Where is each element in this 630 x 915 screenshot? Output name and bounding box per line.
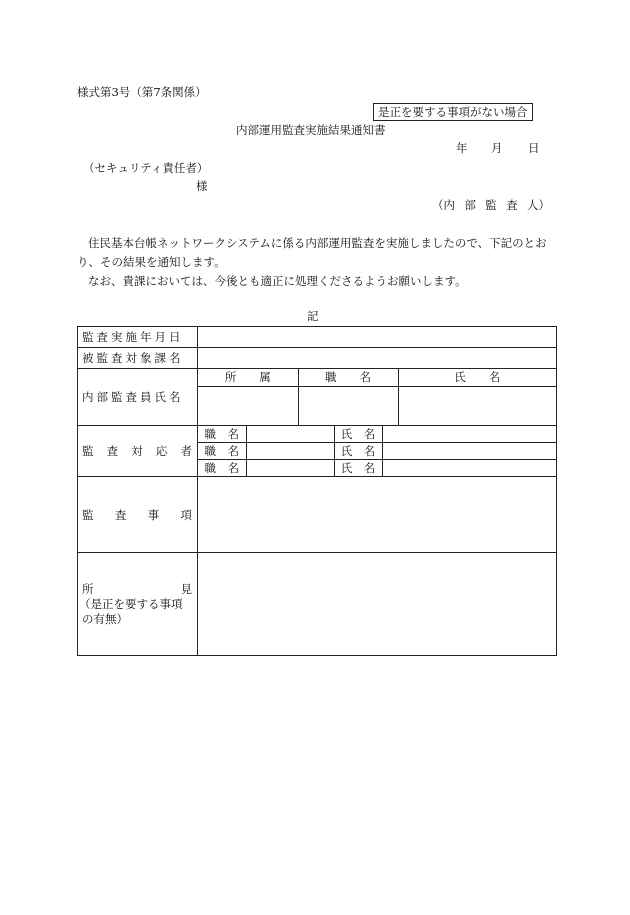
date-day: 日 xyxy=(528,141,540,155)
respondent-post-value xyxy=(246,443,334,460)
respondent-name-label: 氏 名 xyxy=(334,460,382,477)
form-number: 様式第3号（第7条関係） xyxy=(77,85,207,99)
addressee-role: （セキュリティ責任者） xyxy=(83,161,209,175)
respondent-name-value xyxy=(382,426,556,443)
target-dept-value xyxy=(198,348,557,369)
respondent-post-label: 職 名 xyxy=(198,443,246,460)
opinion-label: 所 見 （是正を要する事項 の有無） xyxy=(78,553,198,656)
respondent-post-value xyxy=(246,460,334,477)
case-label-box: 是正を要する事項がない場合 xyxy=(373,103,533,121)
date-month: 月 xyxy=(491,141,503,155)
auditor-subtable xyxy=(198,369,556,425)
date-year: 年 xyxy=(456,141,468,155)
sender xyxy=(432,197,550,213)
auditor-cell xyxy=(198,369,557,426)
sender-char: 監 xyxy=(485,198,497,212)
respondent-cell xyxy=(198,426,557,477)
audit-items-value xyxy=(198,477,557,553)
respondent-row xyxy=(198,443,556,460)
respondent-name-value xyxy=(382,443,556,460)
ki-heading: 記 xyxy=(307,309,319,323)
respondent-post-label: 職 名 xyxy=(204,427,239,441)
respondent-name-value xyxy=(382,460,556,477)
audit-date-value xyxy=(198,327,557,348)
auditor-col-name: 氏 名 xyxy=(398,369,556,386)
respondent-subtable xyxy=(198,426,556,476)
body-paragraph-1: 住民基本台帳ネットワークシステムに係る内部運用監査を実施しましたので、下記のとおり、その結果を通知します。 xyxy=(77,236,547,269)
respondent-row xyxy=(198,460,556,477)
respondent-name-label: 氏 名 xyxy=(334,443,382,460)
respondent-post-label: 職 名 xyxy=(198,460,246,477)
auditor-affiliation-value xyxy=(198,386,298,425)
auditor-col-affiliation: 所 属 xyxy=(224,370,271,385)
body-paragraph-2: なお、貴課においては、今後とも適正に処理くださるようお願いします。 xyxy=(88,274,467,288)
respondent-label: 監 査 対 応 者 xyxy=(78,426,198,477)
document-title: 内部運用監査実施結果通知書 xyxy=(236,123,386,137)
respondent-row xyxy=(198,426,556,443)
respondent-post-value xyxy=(246,426,334,443)
opinion-value xyxy=(198,553,557,656)
auditor-label: 内部監査員氏名 xyxy=(78,369,198,426)
sender-char: 人） xyxy=(527,198,550,212)
auditor-post-value xyxy=(298,386,398,425)
target-dept-label: 被監査対象課名 xyxy=(78,348,198,369)
respondent-name-label: 氏 名 xyxy=(334,426,382,443)
sender-char: 査 xyxy=(506,198,518,212)
audit-result-table xyxy=(77,326,557,656)
sender-char: 部 xyxy=(464,198,476,212)
audit-items-label: 監 査 事 項 xyxy=(78,477,198,553)
sender-char: （内 xyxy=(432,198,455,212)
audit-date-label: 監査実施年月日 xyxy=(78,327,198,348)
auditor-name-value xyxy=(398,386,556,425)
auditor-col-post: 職 名 xyxy=(298,369,398,386)
addressee-honorific: 様 xyxy=(196,179,208,193)
